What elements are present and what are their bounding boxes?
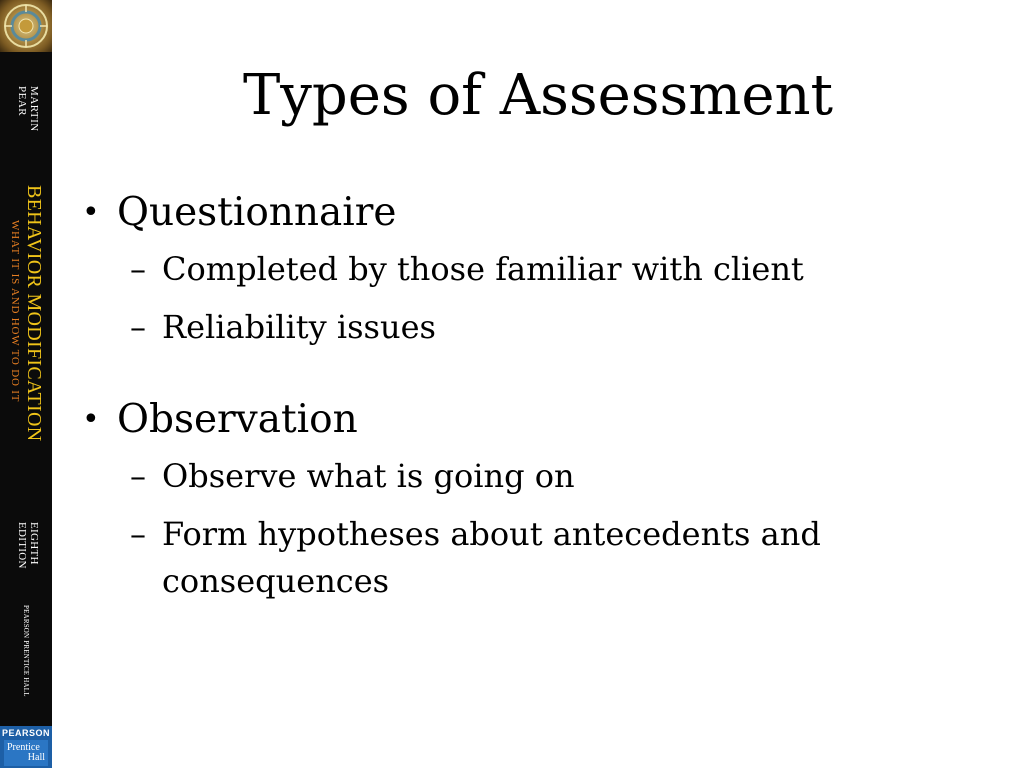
bullet-label: Observation	[117, 397, 358, 442]
bullet-group	[80, 188, 980, 351]
bullet-icon: •	[82, 195, 100, 230]
bullet-group	[80, 395, 980, 605]
slide-title: Types of Assessment	[242, 63, 834, 128]
prentice-hall-line-2: Hall	[27, 752, 45, 763]
sub-bullet-label: Observe what is going on	[162, 457, 575, 495]
sub-bullet-label: Reliability issues	[162, 308, 436, 346]
sub-bullet-label: Completed by those familiar with client	[162, 250, 804, 288]
dash-icon: –	[130, 250, 146, 288]
bullet-icon: •	[82, 402, 100, 437]
sub-bullet-item	[80, 304, 980, 351]
dash-icon: –	[130, 457, 146, 495]
dash-icon: –	[130, 515, 146, 553]
bullet-item	[80, 395, 980, 445]
sub-bullet-item	[80, 511, 980, 605]
prentice-hall-logo	[4, 740, 48, 766]
bullet-label: Questionnaire	[117, 190, 397, 235]
sub-bullet-item	[80, 453, 980, 500]
spine-edition-line-1: EIGHTH	[28, 522, 40, 565]
sub-bullet-item	[80, 246, 980, 293]
dash-icon: –	[130, 308, 146, 346]
spine-authors	[16, 86, 40, 132]
emblem-icon	[0, 0, 52, 52]
spine-publisher: PEARSON PRENTICE HALL	[22, 605, 30, 697]
spine-book-title: BEHAVIOR MODIFICATION	[23, 185, 45, 442]
prentice-hall-line-1: Prentice	[7, 742, 40, 753]
bullet-item	[80, 188, 980, 238]
spine-author-2: PEAR	[16, 86, 28, 117]
sub-bullet-list	[80, 246, 980, 351]
sub-bullet-label: Form hypotheses about antecedents and consequences	[162, 515, 821, 600]
spine-edition-line-2: EDITION	[16, 522, 28, 569]
spine-book-subtitle: WHAT IT IS AND HOW TO DO IT	[9, 220, 21, 403]
pearson-logo	[0, 726, 52, 768]
bullet-list	[80, 188, 980, 649]
pearson-logo-word: PEARSON	[1, 728, 50, 738]
spine-author-1: MARTIN	[28, 86, 40, 132]
spine-edition	[16, 522, 40, 569]
book-spine	[0, 0, 52, 768]
sub-bullet-list	[80, 453, 980, 605]
